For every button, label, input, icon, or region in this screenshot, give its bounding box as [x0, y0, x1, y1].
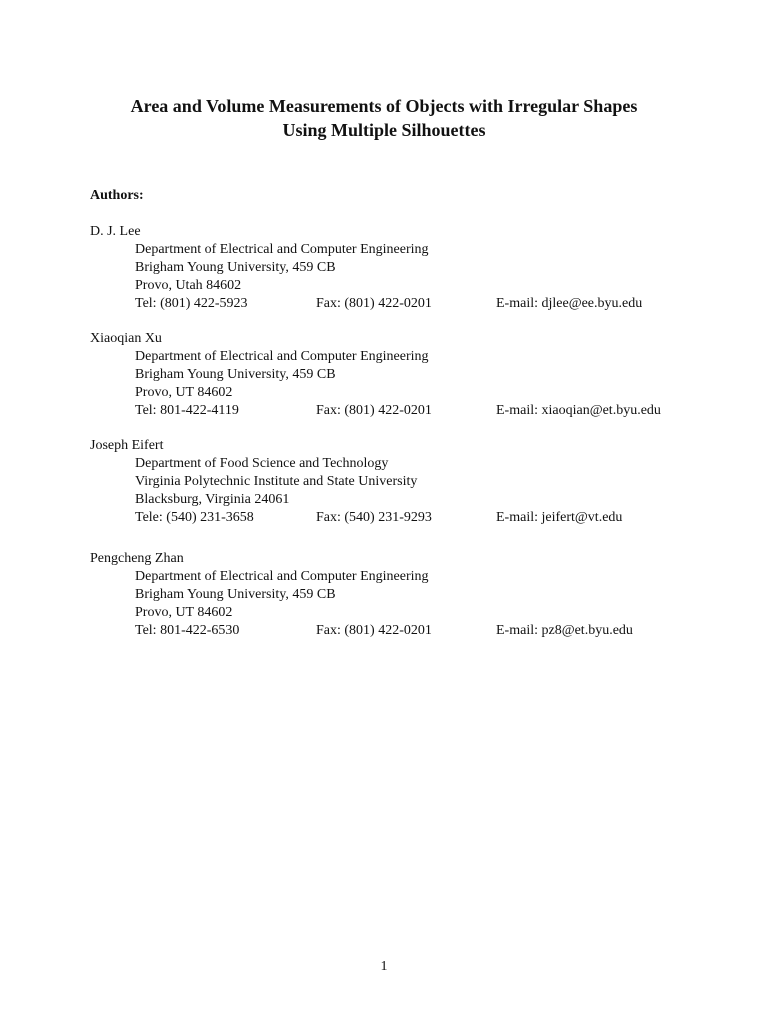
author-email: E-mail: djlee@ee.byu.edu [496, 296, 643, 311]
author-address: Provo, Utah 84602 [135, 278, 242, 293]
author-institution: Virginia Polytechnic Institute and State University [135, 474, 418, 489]
author-name: Xiaoqian Xu [90, 331, 162, 346]
author-tel: Tel: 801-422-6530 [135, 623, 240, 638]
author-fax: Fax: (801) 422-0201 [316, 623, 432, 638]
author-department: Department of Electrical and Computer Engineering [135, 242, 429, 257]
paper-title-line-1: Area and Volume Measurements of Objects with Irregular Shapes [130, 96, 638, 116]
author-block-eifert [90, 437, 730, 527]
author-fax: Fax: (801) 422-0201 [316, 403, 432, 418]
author-address: Provo, UT 84602 [135, 385, 233, 400]
author-name: Joseph Eifert [90, 438, 164, 453]
author-department: Department of Food Science and Technology [135, 456, 389, 471]
author-tel: Tel: 801-422-4119 [135, 403, 239, 418]
paper-title-line-2: Using Multiple Silhouettes [282, 120, 486, 140]
author-contact-row [135, 622, 730, 640]
author-contact-row [135, 295, 730, 313]
page-number: 1 [380, 959, 388, 974]
author-email: E-mail: xiaoqian@et.byu.edu [496, 403, 661, 418]
author-tel: Tele: (540) 231-3658 [135, 510, 254, 525]
author-block-xu [90, 330, 730, 420]
author-block-zhan [90, 550, 730, 640]
author-fax: Fax: (540) 231-9293 [316, 510, 432, 525]
author-name: Pengcheng Zhan [90, 551, 184, 566]
author-department: Department of Electrical and Computer Engineering [135, 569, 429, 584]
authors-heading: Authors: [90, 188, 144, 203]
author-fax: Fax: (801) 422-0201 [316, 296, 432, 311]
author-institution: Brigham Young University, 459 CB [135, 260, 336, 275]
author-address: Blacksburg, Virginia 24061 [135, 492, 290, 507]
author-institution: Brigham Young University, 459 CB [135, 587, 336, 602]
author-address: Provo, UT 84602 [135, 605, 233, 620]
author-department: Department of Electrical and Computer Engineering [135, 349, 429, 364]
author-email: E-mail: pz8@et.byu.edu [496, 623, 633, 638]
paper-title [0, 94, 768, 142]
author-block-lee [90, 223, 730, 313]
author-institution: Brigham Young University, 459 CB [135, 367, 336, 382]
author-name: D. J. Lee [90, 224, 141, 239]
author-contact-row [135, 509, 730, 527]
author-email: E-mail: jeifert@vt.edu [496, 510, 623, 525]
author-tel: Tel: (801) 422-5923 [135, 296, 248, 311]
author-contact-row [135, 402, 730, 420]
